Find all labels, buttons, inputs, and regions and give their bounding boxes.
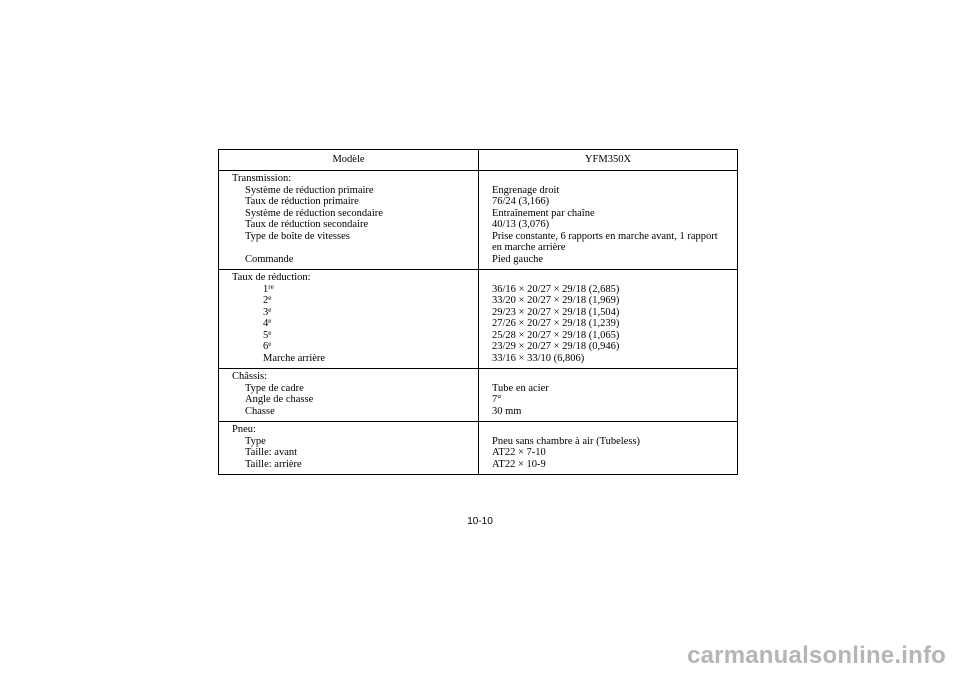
- spec-label: Taille: arrière: [245, 458, 302, 470]
- gear-ratio: 27/26 × 20/27 × 29/18 (1,239): [492, 318, 620, 329]
- spec-value: AT22 × 7-10: [492, 447, 546, 458]
- gear-label: 4e: [263, 317, 272, 329]
- table-header-row: [219, 150, 738, 171]
- spec-label: Type de boîte de vitesses: [245, 230, 350, 242]
- spec-value: AT22 × 10-9: [492, 458, 546, 470]
- section-title: Pneu:: [232, 424, 256, 435]
- gear-label: 6e: [263, 340, 272, 352]
- gear-label: 2e: [263, 294, 272, 306]
- spec-value: Pied gauche: [492, 253, 544, 265]
- spec-value: 76/24 (3,166): [492, 196, 550, 207]
- spec-label: Taux de réduction primaire: [245, 196, 359, 207]
- gear-label: 3e: [263, 305, 272, 318]
- spec-value: 7°: [492, 394, 502, 405]
- gear-label: 1re: [263, 282, 274, 295]
- spec-label: Type de cadre: [245, 382, 304, 394]
- spec-value: Engrenage droit: [492, 184, 560, 196]
- spec-value: 40/13 (3,076): [492, 219, 550, 230]
- section-transmission: [219, 171, 738, 270]
- watermark-text: carmanualsonline.info: [687, 642, 946, 669]
- spec-value: 30 mm: [492, 405, 522, 417]
- header-model-label: Modèle: [219, 150, 479, 171]
- spec-label: Taux de réduction secondaire: [245, 219, 369, 230]
- spec-value: Pneu sans chambre à air (Tubeless): [492, 435, 641, 447]
- spec-table: [218, 149, 738, 475]
- section-title: Transmission:: [232, 173, 292, 184]
- spec-label: Type: [245, 435, 266, 447]
- section-chassis: [219, 369, 738, 422]
- gear-ratio: 36/16 × 20/27 × 29/18 (2,685): [492, 283, 620, 295]
- spec-label: Taille: avant: [245, 447, 298, 458]
- spec-value: Prise constante, 6 rapports en marche avant, 1 rapport en marche arrière: [492, 230, 718, 253]
- gear-label: 5e: [263, 328, 272, 341]
- section-title: Châssis:: [232, 371, 268, 382]
- reverse-gear-label: Marche arrière: [263, 352, 326, 364]
- header-model-value: YFM350X: [479, 150, 738, 171]
- spec-label: Commande: [245, 253, 294, 265]
- spec-label: Angle de chasse: [245, 394, 314, 405]
- gear-ratio: 29/23 × 20/27 × 29/18 (1,504): [492, 306, 620, 318]
- spec-label: Chasse: [245, 405, 275, 417]
- spec-value: Tube en acier: [492, 382, 549, 394]
- section-title: Taux de réduction:: [232, 272, 311, 283]
- section-reduction: [219, 270, 738, 369]
- section-tire: [219, 422, 738, 475]
- gear-ratio: 23/29 × 20/27 × 29/18 (0,946): [492, 341, 620, 352]
- gear-ratio: 25/28 × 20/27 × 29/18 (1,065): [492, 329, 620, 341]
- spec-value: Entraînement par chaîne: [492, 207, 595, 219]
- page-number: 10-10: [467, 516, 493, 527]
- gear-ratio: 33/20 × 20/27 × 29/18 (1,969): [492, 295, 620, 306]
- reverse-gear-ratio: 33/16 × 33/10 (6,806): [492, 352, 585, 364]
- spec-label: Système de réduction primaire: [245, 184, 374, 196]
- spec-label: Système de réduction secondaire: [245, 207, 383, 219]
